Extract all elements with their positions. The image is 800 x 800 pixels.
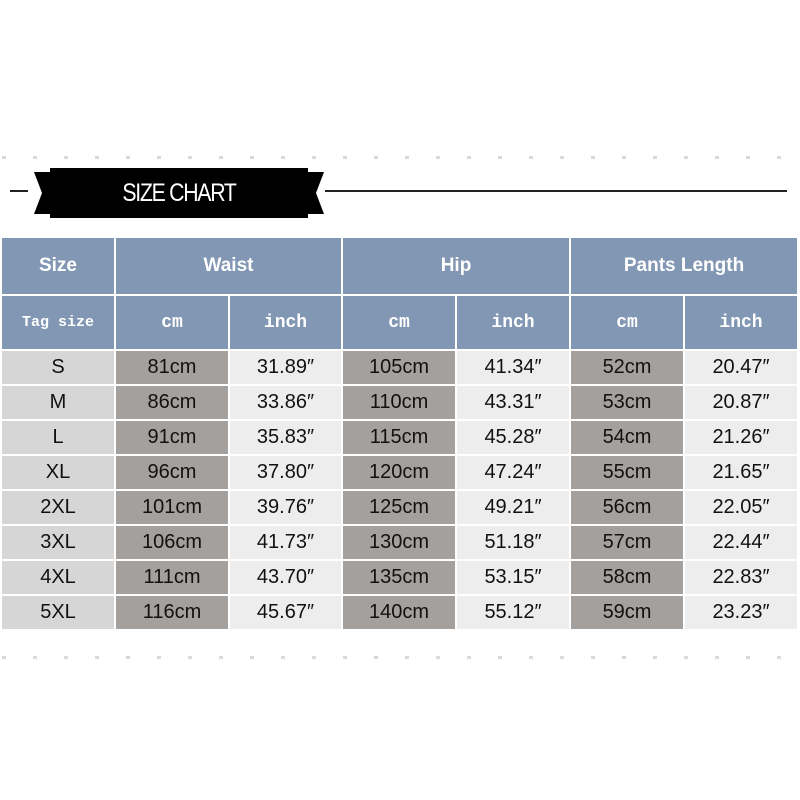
length-cm-cell: 56cm xyxy=(571,491,685,526)
length-inch-cell: 21.26″ xyxy=(685,421,799,456)
length-inch-header: inch xyxy=(685,296,799,351)
length-cm-cell: 57cm xyxy=(571,526,685,561)
hip-inch-cell: 41.34″ xyxy=(457,351,571,386)
length-inch-cell: 22.83″ xyxy=(685,561,799,596)
size-cell: 4XL xyxy=(2,561,116,596)
waist-inch-cell: 41.73″ xyxy=(230,526,343,561)
hip-cm-cell: 130cm xyxy=(343,526,457,561)
table-row xyxy=(2,351,799,386)
waist-cm-cell: 106cm xyxy=(116,526,230,561)
waist-inch-cell: 35.83″ xyxy=(230,421,343,456)
hip-inch-cell: 55.12″ xyxy=(457,596,571,631)
size-group-header: Size xyxy=(2,238,116,296)
pants-length-group-header: Pants Length xyxy=(571,238,799,296)
size-chart-banner xyxy=(34,168,324,218)
hip-inch-header: inch xyxy=(457,296,571,351)
table-row xyxy=(2,456,799,491)
waist-inch-cell: 31.89″ xyxy=(230,351,343,386)
waist-inch-cell: 37.80″ xyxy=(230,456,343,491)
table-row xyxy=(2,491,799,526)
waist-inch-cell: 33.86″ xyxy=(230,386,343,421)
hip-inch-cell: 53.15″ xyxy=(457,561,571,596)
hip-cm-cell: 135cm xyxy=(343,561,457,596)
hip-inch-cell: 43.31″ xyxy=(457,386,571,421)
size-cell: 3XL xyxy=(2,526,116,561)
length-cm-cell: 53cm xyxy=(571,386,685,421)
length-inch-cell: 20.47″ xyxy=(685,351,799,386)
group-header-row xyxy=(2,238,799,296)
waist-group-header: Waist xyxy=(116,238,343,296)
length-inch-cell: 20.87″ xyxy=(685,386,799,421)
waist-cm-header: cm xyxy=(116,296,230,351)
waist-cm-cell: 81cm xyxy=(116,351,230,386)
header-rule-right xyxy=(325,190,787,192)
unit-header-row xyxy=(2,296,799,351)
size-cell: 2XL xyxy=(2,491,116,526)
length-cm-cell: 59cm xyxy=(571,596,685,631)
waist-inch-cell: 45.67″ xyxy=(230,596,343,631)
hip-inch-cell: 45.28″ xyxy=(457,421,571,456)
length-inch-cell: 23.23″ xyxy=(685,596,799,631)
header-rule-left xyxy=(10,190,28,192)
waist-cm-cell: 91cm xyxy=(116,421,230,456)
hip-inch-cell: 47.24″ xyxy=(457,456,571,491)
bottom-dotted-border xyxy=(0,656,800,660)
waist-cm-cell: 101cm xyxy=(116,491,230,526)
table-row xyxy=(2,596,799,631)
size-cell: M xyxy=(2,386,116,421)
hip-cm-cell: 125cm xyxy=(343,491,457,526)
length-inch-cell: 22.44″ xyxy=(685,526,799,561)
waist-cm-cell: 111cm xyxy=(116,561,230,596)
table-row xyxy=(2,421,799,456)
hip-cm-cell: 120cm xyxy=(343,456,457,491)
tag-size-header: Tag size xyxy=(2,296,116,351)
length-inch-cell: 22.05″ xyxy=(685,491,799,526)
size-cell: S xyxy=(2,351,116,386)
length-cm-cell: 58cm xyxy=(571,561,685,596)
hip-cm-cell: 105cm xyxy=(343,351,457,386)
waist-inch-header: inch xyxy=(230,296,343,351)
length-cm-cell: 52cm xyxy=(571,351,685,386)
size-cell: 5XL xyxy=(2,596,116,631)
size-cell: XL xyxy=(2,456,116,491)
length-inch-cell: 21.65″ xyxy=(685,456,799,491)
waist-cm-cell: 116cm xyxy=(116,596,230,631)
hip-cm-cell: 140cm xyxy=(343,596,457,631)
size-cell: L xyxy=(2,421,116,456)
hip-inch-cell: 51.18″ xyxy=(457,526,571,561)
hip-cm-header: cm xyxy=(343,296,457,351)
waist-inch-cell: 43.70″ xyxy=(230,561,343,596)
table-row xyxy=(2,386,799,421)
hip-cm-cell: 115cm xyxy=(343,421,457,456)
table-row xyxy=(2,561,799,596)
banner-title: SIZE CHART xyxy=(122,178,236,207)
waist-inch-cell: 39.76″ xyxy=(230,491,343,526)
hip-cm-cell: 110cm xyxy=(343,386,457,421)
hip-group-header: Hip xyxy=(343,238,571,296)
table-row xyxy=(2,526,799,561)
length-cm-cell: 55cm xyxy=(571,456,685,491)
size-chart-table xyxy=(2,238,799,631)
length-cm-header: cm xyxy=(571,296,685,351)
top-dotted-border xyxy=(0,156,800,160)
hip-inch-cell: 49.21″ xyxy=(457,491,571,526)
waist-cm-cell: 86cm xyxy=(116,386,230,421)
waist-cm-cell: 96cm xyxy=(116,456,230,491)
size-rows xyxy=(2,351,799,631)
length-cm-cell: 54cm xyxy=(571,421,685,456)
